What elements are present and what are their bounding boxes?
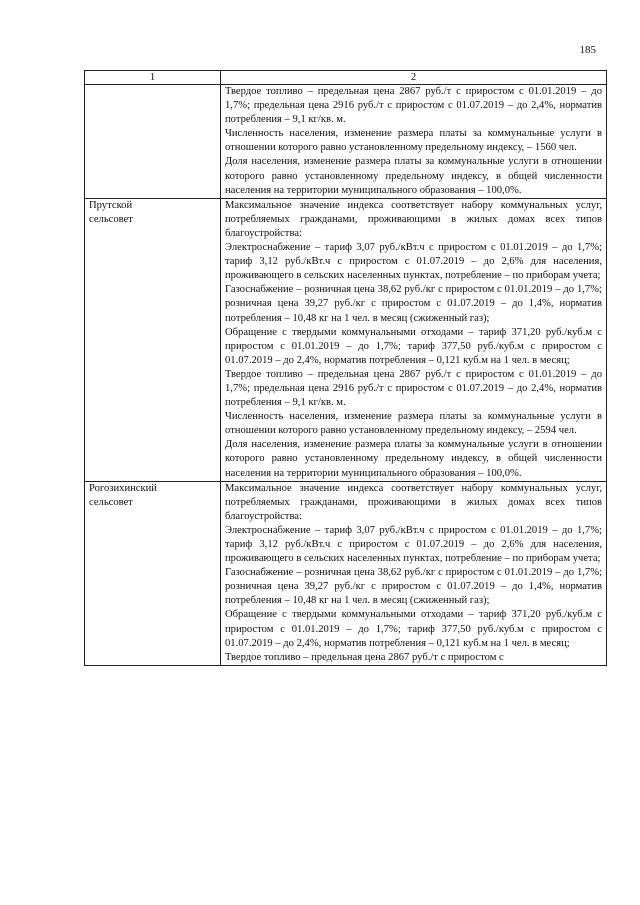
municipality-name-cell — [85, 198, 221, 481]
description-cell — [221, 481, 607, 665]
paragraph: Численность населения, изменение размера платы за коммунальные услуги в отношении которого равно установленному предельному индексу, – 2594 чел. — [225, 411, 602, 437]
municipality-type: сельсовет — [89, 213, 133, 225]
header-row — [85, 71, 607, 85]
paragraph: Твердое топливо – предельная цена 2867 руб./т с приростом с — [225, 651, 504, 663]
table-row — [85, 481, 607, 665]
index-table — [84, 70, 607, 666]
paragraph: Газоснабжение – розничная цена 38,62 руб./кг с приростом с 01.01.2019 – до 1,7%; розничная цена 39,27 руб./кг с приростом с 01.07.2019 – до 1,4%, норматив потребления – 10,48 кг на 1 чел. в месяц (сжиженный газ); — [225, 284, 602, 324]
municipality-type: сельсовет — [89, 496, 133, 508]
table-row — [85, 85, 607, 199]
paragraph: Электроснабжение – тариф 3,07 руб./кВт.ч с приростом с 01.01.2019 – до 1,7%; тариф 3,12 руб./кВт.ч с приростом с 01.07.2019 – до 2,6% для населения, проживающего в сельских населенных пунктах, потребление – по приборам учета; — [225, 524, 602, 565]
description-cell — [221, 85, 607, 199]
page-number: 185 — [579, 44, 596, 56]
paragraph: Максимальное значение индекса соответствует набору коммунальных услуг, потребляемых гражданами, проживающими в жилых домах всех типов благоустройства: — [225, 482, 602, 522]
column-header-1: 1 — [85, 71, 221, 85]
paragraph: Доля населения, изменение размера платы за коммунальные услуги в отношении которого равно установленному предельному индексу, в общей численности населения на территории муниципального образования – 100,0%. — [225, 156, 602, 196]
paragraph: Твердое топливо – предельная цена 2867 руб./т с приростом с 01.01.2019 – до 1,7%; предельная цена 2916 руб./т с приростом с 01.07.2019 – до 2,4%, норматив потребления – 9,1 кг/кв. м. — [225, 86, 602, 126]
paragraph: Электроснабжение – тариф 3,07 руб./кВт.ч с приростом с 01.01.2019 – до 1,7%; тариф 3,12 руб./кВт.ч с приростом с 01.07.2019 – до 2,6% для населения, проживающего в сельских населенных пунктах, потребление – по приборам учета; — [225, 242, 602, 282]
paragraph: Обращение с твердыми коммунальными отходами – тариф 371,20 руб./куб.м с приростом с 01.01.2019 – до 1,7%; тариф 377,50 руб./куб.м с приростом с 01.07.2019 – до 2,4%, норматив потребления – 0,121 куб.м на 1 чел. в месяц; — [225, 326, 602, 366]
column-header-2: 2 — [221, 71, 607, 85]
municipality-name-cell — [85, 481, 221, 665]
paragraph: Обращение с твердыми коммунальными отходами – тариф 371,20 руб./куб.м с приростом с 01.01.2019 – до 1,7%; тариф 377,50 руб./куб.м с приростом с 01.07.2019 – до 2,4%, норматив потребления – 0,121 куб.м на 1 чел. в месяц; — [225, 609, 602, 649]
description-cell — [221, 198, 607, 481]
paragraph: Численность населения, изменение размера платы за коммунальные услуги в отношении которого равно установленному предельному индексу, – 1560 чел. — [225, 128, 602, 154]
paragraph: Твердое топливо – предельная цена 2867 руб./т с приростом с 01.01.2019 – до 1,7%; предельная цена 2916 руб./т с приростом с 01.07.2019 – до 2,4%, норматив потребления – 9,1 кг/кв. м. — [225, 368, 602, 409]
paragraph: Максимальное значение индекса соответствует набору коммунальных услуг, потребляемых гражданами, проживающими в жилых домах всех типов благоустройства: — [225, 199, 602, 239]
municipality-name: Рогозихинский — [89, 482, 157, 494]
paragraph: Газоснабжение – розничная цена 38,62 руб./кг с приростом с 01.01.2019 – до 1,7%; розничная цена 39,27 руб./кг с приростом с 01.07.2019 – до 1,4%, норматив потребления – 10,48 кг на 1 чел. в месяц (сжиженный газ); — [225, 567, 602, 607]
municipality-name-cell — [85, 85, 221, 199]
municipality-name: Прутской — [89, 199, 133, 211]
table-row — [85, 198, 607, 481]
paragraph: Доля населения, изменение размера платы за коммунальные услуги в отношении которого равно установленному предельному индексу, в общей численности населения на территории муниципального образования – 100,0%. — [225, 439, 602, 479]
